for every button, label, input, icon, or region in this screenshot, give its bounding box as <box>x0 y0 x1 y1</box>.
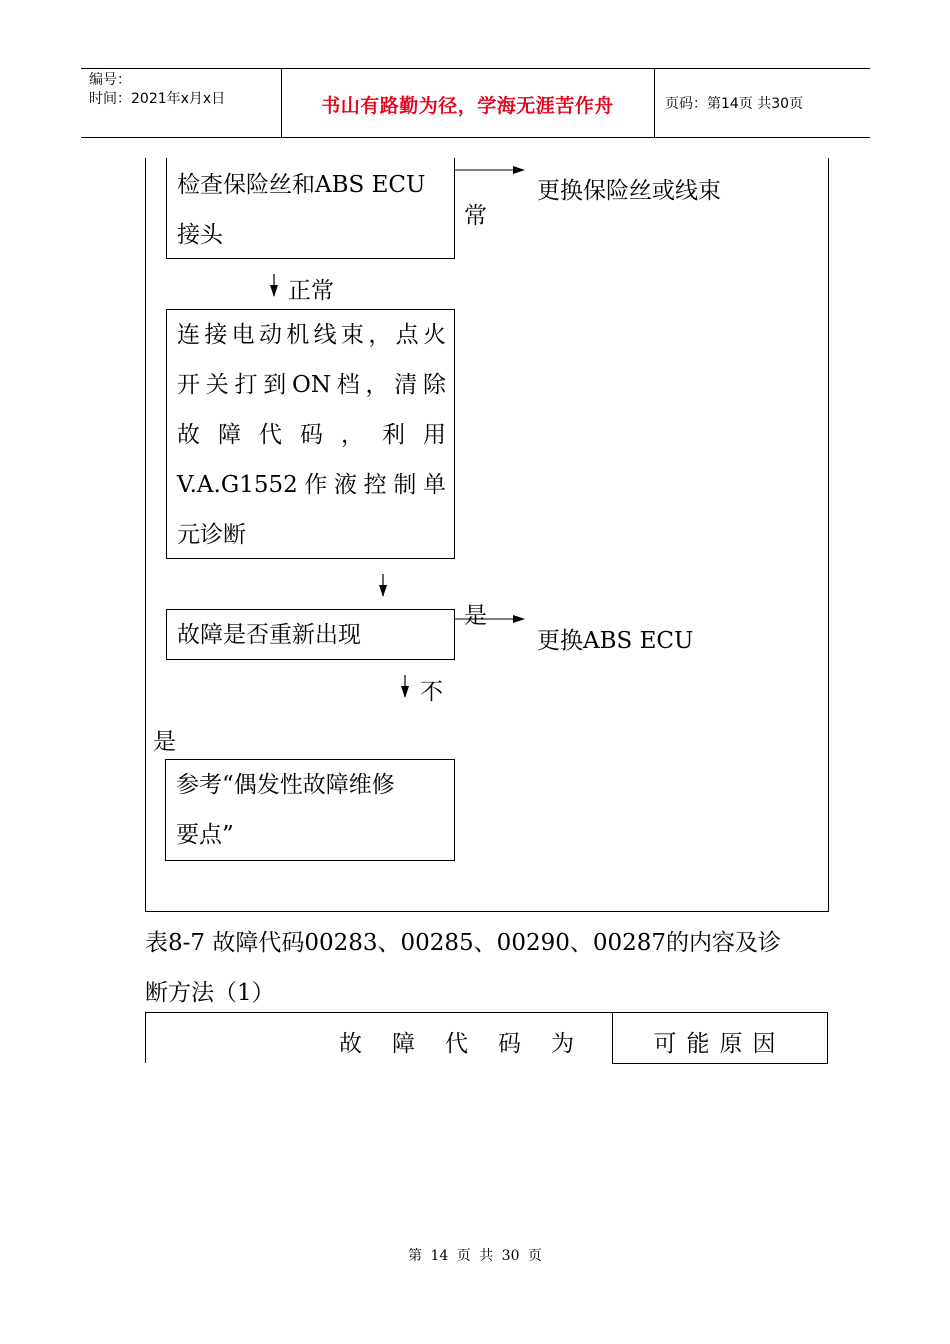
down3-label-2: 是 <box>153 729 176 755</box>
branch2-result: 更换ABS ECU <box>537 628 694 654</box>
box-connect-motor-line-2: 开关打到ON档，清除 <box>177 372 446 398</box>
table-caption <box>145 918 825 1018</box>
box-connect-motor-line-3: 故障代码，利用 <box>177 422 446 448</box>
box-check-fuse <box>166 158 455 259</box>
box-fault-reappear <box>166 609 455 660</box>
table-caption-line-2: 断方法（1） <box>145 980 275 1006</box>
table-caption-line-1: 表8-7 故障代码00283、00285、00290、00287的内容及诊 <box>145 930 782 956</box>
page-footer: 第 14 页 共 30 页 <box>408 1248 542 1264</box>
box-intermittent-fault <box>165 759 455 861</box>
table-header-fault-code <box>145 1013 613 1063</box>
table-header-fault-code-text: 故障代码为 <box>339 1031 604 1057</box>
box-fault-reappear-text: 故障是否重新出现 <box>177 622 361 648</box>
date-label: 时间：2021年x月x日 <box>89 91 226 107</box>
down1-label: 正常 <box>288 278 334 304</box>
branch2-label: 是 <box>464 603 487 629</box>
header-meta-cell <box>81 69 282 137</box>
box-check-fuse-line-1: 检查保险丝和ABS ECU <box>177 172 426 198</box>
box-intermittent-fault-line-1: 参考“偶发性故障维修 <box>176 772 395 798</box>
branch1-result: 更换保险丝或线束 <box>537 178 721 204</box>
header-page-cell <box>655 69 870 137</box>
box-connect-motor-line-1: 连接电动机线束，点火 <box>177 322 446 348</box>
box-connect-motor-line-4: V.A.G1552作液控制单 <box>177 472 446 498</box>
page-header <box>81 68 870 138</box>
header-motto-cell <box>281 69 655 137</box>
fault-code-table <box>145 1012 828 1063</box>
table-header-possible-cause <box>612 1013 828 1064</box>
box-intermittent-fault-line-2: 要点” <box>176 822 234 848</box>
table-header-possible-cause-text: 可能原因 <box>653 1031 786 1057</box>
number-label: 编号： <box>89 72 131 88</box>
page-number-label: 页码：第14页 共30页 <box>665 96 804 112</box>
branch1-label: 常 <box>464 203 487 229</box>
down3-label: 不 <box>420 679 443 705</box>
box-connect-motor <box>166 309 455 559</box>
motto: 书山有路勤为径，学海无涯苦作舟 <box>321 95 614 117</box>
box-connect-motor-line-5: 元诊断 <box>177 522 246 548</box>
box-check-fuse-line-2: 接头 <box>177 222 223 248</box>
